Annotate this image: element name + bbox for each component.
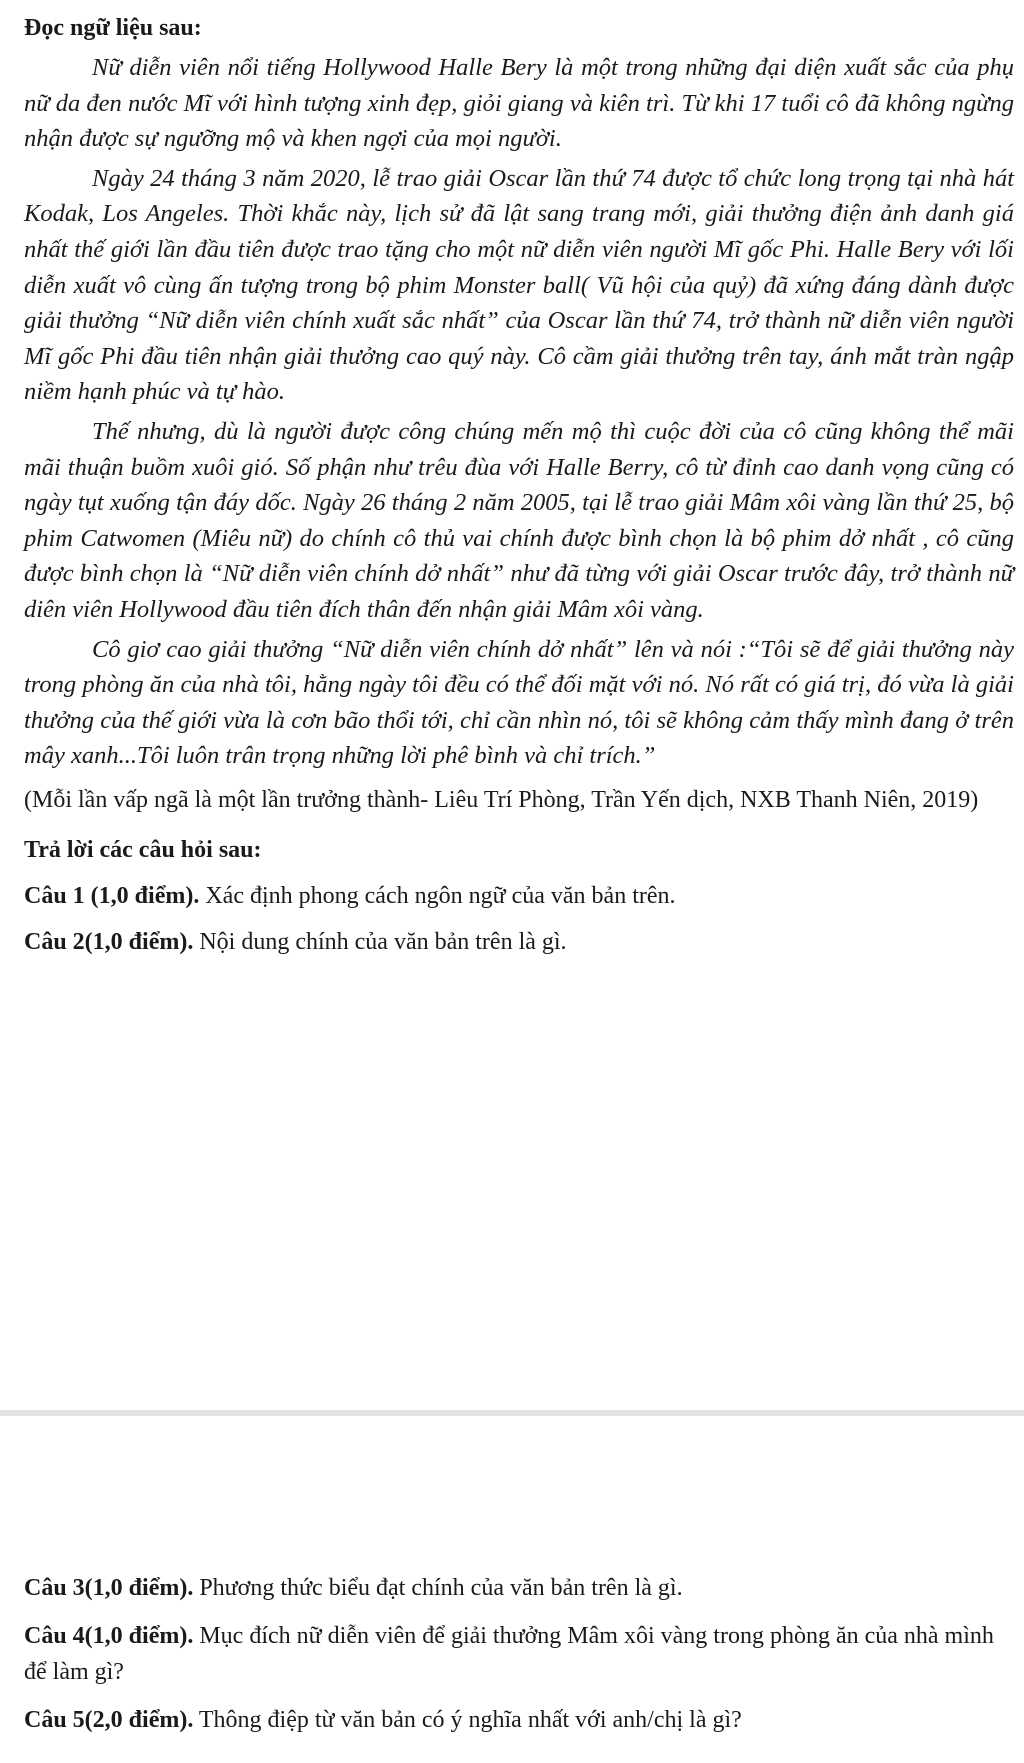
- reading-section: [24, 10, 1014, 960]
- question-4: [24, 1618, 1014, 1690]
- question-5: [24, 1702, 1014, 1738]
- question-4-label: Câu 4(1,0 điểm).: [24, 1623, 194, 1649]
- question-1-label: Câu 1 (1,0 điểm).: [24, 882, 200, 909]
- question-5-label: Câu 5(2,0 điểm).: [24, 1707, 194, 1733]
- question-1: [24, 878, 1014, 914]
- passage-paragraph-4: Cô giơ cao giải thưởng “Nữ diễn viên chính dở nhất” lên và nói :“Tôi sẽ để giải thưởng này trong phòng ăn của nhà tôi, hằng ngày tôi đều có thể đối mặt với nó. Nó rất có giá trị, đó vừa là giải thưởng của thế giới vừa là cơn bão thổi tới, chỉ cần nhìn nó, tôi sẽ không cảm thấy mình đang ở trên mây xanh...Tôi luôn trân trọng những lời phê bình và chỉ trích.”: [24, 635, 1014, 770]
- question-2: [24, 924, 1014, 960]
- question-5-text: Thông điệp từ văn bản có ý nghĩa nhất với anh/chị là gì?: [193, 1707, 742, 1733]
- questions-heading: Trả lời các câu hỏi sau:: [24, 836, 262, 863]
- source-citation: (Mỗi lần vấp ngã là một lần trưởng thành- Liêu Trí Phòng, Trần Yến dịch, NXB Thanh Niên, 2019): [24, 786, 979, 813]
- question-3-text: Phương thức biểu đạt chính của văn bản trên là gì.: [193, 1575, 683, 1601]
- question-2-text: Nội dung chính của văn bản trên là gì.: [193, 928, 567, 955]
- questions-continued: [24, 1570, 1014, 1738]
- question-3: [24, 1570, 1014, 1606]
- question-1-text: Xác định phong cách ngôn ngữ của văn bản trên.: [199, 882, 676, 909]
- passage-paragraph-1: Nữ diễn viên nổi tiếng Hollywood Halle Bery là một trong những đại diện xuất sắc của phụ nữ da đen nước Mĩ với hình tượng xinh đẹp, giỏi giang và kiên trì. Từ khi 17 tuổi cô đã không ngừng nhận được sự ngưỡng mộ và khen ngợi của mọi người.: [24, 54, 1014, 153]
- passage-paragraph-3: Thế nhưng, dù là người được công chúng mến mộ thì cuộc đời của cô cũng không thể mãi mãi thuận buồm xuôi gió. Số phận như trêu đùa với Halle Berry, cô từ đỉnh cao danh vọng cũng có ngày tụt xuống tận đáy dốc. Ngày 26 tháng 2 năm 2005, tại lễ trao giải Mâm xôi vàng lần thứ 25, bộ phim Catwomen (Miêu nữ) do chính cô thủ vai chính được bình chọn là bộ phim dở nhất , cô cũng được bình chọn là “Nữ diễn viên chính dở nhất” như đã từng với giải Oscar trước đây, trở thành nữ diên viên Hollywood đầu tiên đích thân đến nhận giải Mâm xôi vàng.: [24, 417, 1014, 623]
- question-4-text: Mục đích nữ diễn viên để giải thưởng Mâm xôi vàng trong phòng ăn của nhà mình để làm gì?: [24, 1623, 994, 1685]
- passage-paragraph-2: Ngày 24 tháng 3 năm 2020, lễ trao giải Oscar lần thứ 74 được tổ chức long trọng tại nhà hát Kodak, Los Angeles. Thời khắc này, lịch sử đã lật sang trang mới, giải thưởng điện ảnh danh giá nhất thế giới lần đầu tiên được trao tặng cho một nữ diễn viên người Mĩ gốc Phi. Halle Bery với lối diễn xuất vô cùng ấn tượng trong bộ phim Monster ball( Vũ hội của quỷ) đã xứng đáng dành được giải thưởng “Nữ diễn viên chính xuất sắc nhất” của Oscar lần thứ 74, trở thành nữ diễn viên người Mĩ gốc Phi đầu tiên nhận giải thưởng cao quý này. Cô cầm giải thưởng trên tay, ánh mắt tràn ngập niềm hạnh phúc và tự hào.: [24, 164, 1014, 406]
- question-2-label: Câu 2(1,0 điểm).: [24, 928, 194, 955]
- question-3-label: Câu 3(1,0 điểm).: [24, 1575, 194, 1601]
- reading-heading: Đọc ngữ liệu sau:: [24, 15, 202, 41]
- page-separator: [0, 1410, 1024, 1416]
